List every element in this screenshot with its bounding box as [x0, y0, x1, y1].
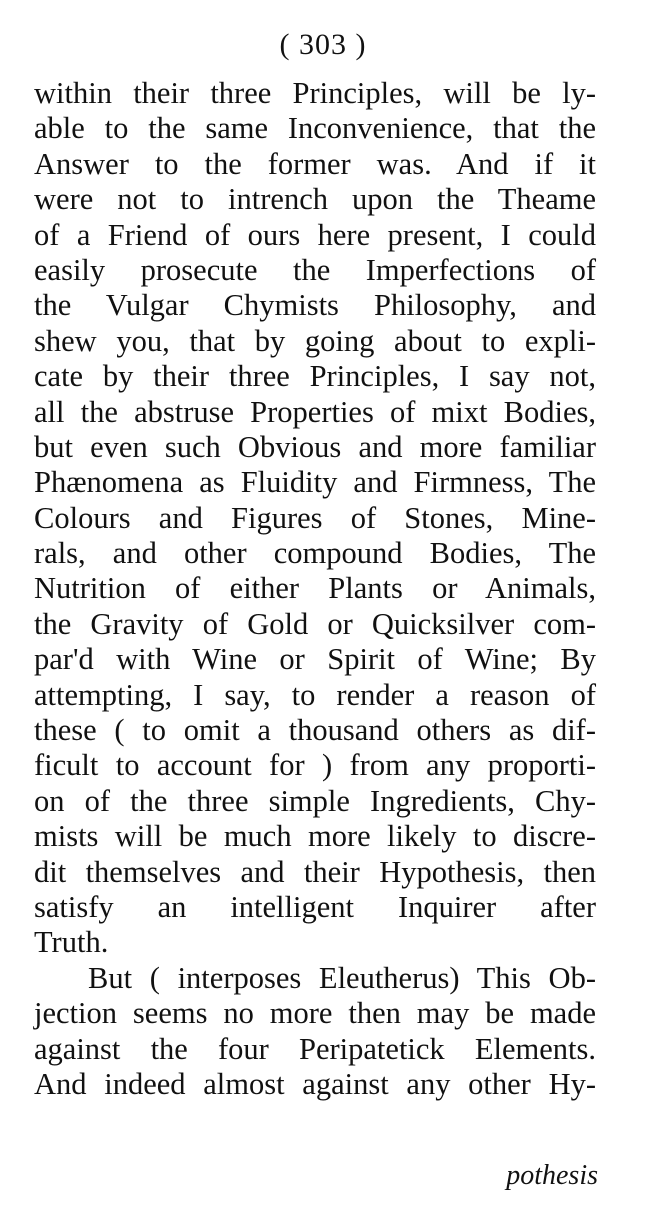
text-line: Phænomena as Fluidity and Firmness, The [34, 465, 596, 500]
text-line: cate by their three Principles, I say not, [34, 359, 596, 394]
body-text [34, 76, 596, 1102]
text-line: were not to intrench upon the Theame [34, 182, 596, 217]
text-line: of a Friend of ours here present, I could [34, 217, 596, 252]
text-line: the Vulgar Chymists Philosophy, and [34, 288, 596, 323]
text-line: easily prosecute the Imperfections of [34, 252, 596, 287]
catchword: pothesis [506, 1160, 598, 1191]
text-line: against the four Peripatetick Elements. [34, 1031, 596, 1066]
text-line: Nutrition of either Plants or Animals, [34, 571, 596, 606]
text-line: but even such Obvious and more familiar [34, 429, 596, 464]
text-line: rals, and other compound Bodies, The [34, 536, 596, 571]
text-line: Truth. [34, 925, 109, 960]
text-line: dit themselves and their Hypothesis, then [34, 854, 596, 889]
text-line: ficult to account for ) from any proporti- [34, 748, 596, 783]
text-line: within their three Principles, will be ly- [34, 76, 596, 110]
text-line: But ( interposes Eleutherus) This Ob- [88, 960, 596, 995]
text-line: the Gravity of Gold or Quicksilver com- [34, 606, 596, 641]
text-line: jection seems no more then may be made [34, 996, 596, 1031]
text-line: attempting, I say, to render a reason of [34, 677, 596, 712]
text-line: Answer to the former was. And if it [34, 146, 596, 181]
text-line: able to the same Inconvenience, that the [34, 111, 596, 146]
text-line: on of the three simple Ingredients, Chy- [34, 783, 596, 818]
text-line: par'd with Wine or Spirit of Wine; By [34, 642, 596, 677]
text-line: all the abstruse Properties of mixt Bodies, [34, 394, 596, 429]
text-line: shew you, that by going about to expli- [34, 323, 596, 358]
text-line: And indeed almost against any other Hy- [34, 1066, 596, 1101]
page-number: ( 303 ) [279, 28, 367, 61]
text-line: mists will be much more likely to discre- [34, 819, 596, 854]
text-line: Colours and Figures of Stones, Mine- [34, 500, 596, 535]
text-line: satisfy an intelligent Inquirer after [34, 889, 596, 924]
text-line: these ( to omit a thousand others as dif- [34, 713, 596, 748]
